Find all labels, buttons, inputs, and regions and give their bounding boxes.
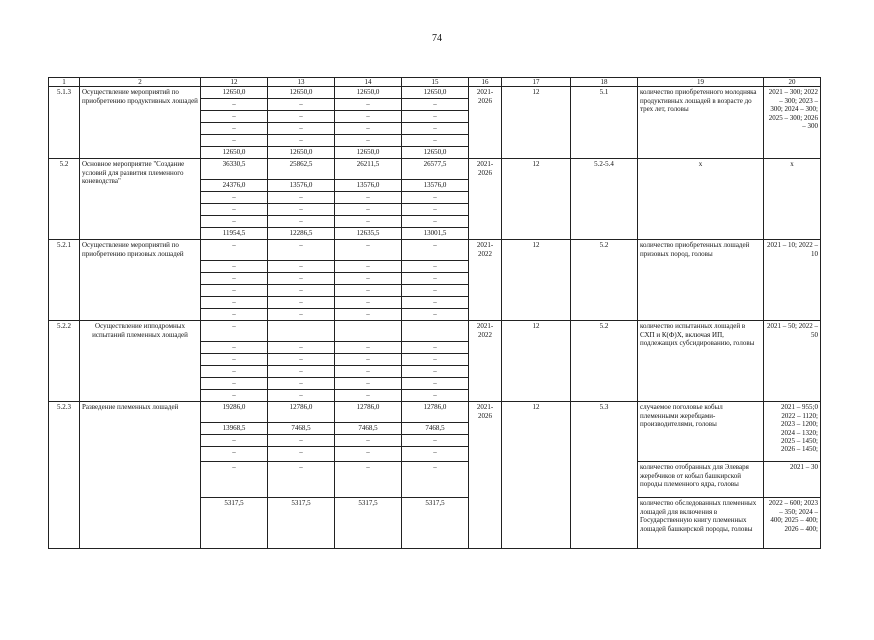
row-col17: 12 xyxy=(502,240,571,321)
fin-cell: – xyxy=(402,273,469,285)
fin-cell: – xyxy=(335,342,402,354)
fin-cell: – xyxy=(201,99,268,111)
page-number: 74 xyxy=(432,33,442,44)
fin-cell: – xyxy=(268,366,335,378)
fin-cell: – xyxy=(201,123,268,135)
row-target: 2021 – 955;0 2022 – 1120; 2023 – 1200; 2024 – 1320; 2025 – 1450; 2026 – 1450; xyxy=(764,402,821,462)
fin-cell: – xyxy=(201,378,268,390)
fin-cell: 12650,0 xyxy=(201,147,268,159)
fin-cell: 12650,0 xyxy=(335,87,402,99)
fin-cell: – xyxy=(268,342,335,354)
fin-cell: – xyxy=(268,309,335,321)
fin-cell: – xyxy=(268,447,335,462)
fin-cell: 13576,0 xyxy=(335,180,402,192)
fin-cell: 5317,5 xyxy=(402,498,469,549)
fin-cell: 13968,5 xyxy=(201,423,268,435)
fin-cell: – xyxy=(402,216,469,228)
table-row xyxy=(49,321,821,342)
fin-cell: 13001,5 xyxy=(402,228,469,240)
fin-cell: – xyxy=(402,342,469,354)
fin-cell: – xyxy=(335,354,402,366)
row-target: 2022 – 600; 2023 – 350; 2024 – 400; 2025 – 400; 2026 – 400; xyxy=(764,498,821,549)
fin-cell: – xyxy=(335,216,402,228)
fin-cell: – xyxy=(201,321,268,342)
row-period: 2021-2026 xyxy=(469,159,502,240)
fin-cell: – xyxy=(402,240,469,261)
fin-cell: – xyxy=(268,99,335,111)
fin-cell: – xyxy=(402,123,469,135)
fin-cell: – xyxy=(402,354,469,366)
fin-cell: 5317,5 xyxy=(268,498,335,549)
fin-cell: – xyxy=(268,297,335,309)
fin-cell: – xyxy=(201,342,268,354)
fin-cell: – xyxy=(335,111,402,123)
fin-cell: – xyxy=(335,435,402,447)
fin-cell: – xyxy=(402,390,469,402)
fin-cell: – xyxy=(201,261,268,273)
fin-cell: – xyxy=(402,297,469,309)
fin-cell: – xyxy=(335,273,402,285)
row-col17: 12 xyxy=(502,87,571,159)
fin-cell: – xyxy=(268,285,335,297)
row-code: 5.2 xyxy=(49,159,80,240)
fin-cell: – xyxy=(402,462,469,498)
fin-cell: 7468,5 xyxy=(268,423,335,435)
fin-cell: – xyxy=(201,462,268,498)
fin-cell: 12786,0 xyxy=(335,402,402,423)
fin-cell: 19286,0 xyxy=(201,402,268,423)
fin-cell: – xyxy=(402,309,469,321)
row-col17: 12 xyxy=(502,159,571,240)
row-indicator: количество отобранных для Элеваря жеребчиков от кобыл башкирской породы племенного ядра, головы xyxy=(638,462,764,498)
row-col17: 12 xyxy=(502,402,571,549)
fin-cell xyxy=(402,321,469,342)
fin-cell: – xyxy=(402,447,469,462)
fin-cell: – xyxy=(335,261,402,273)
fin-cell: 7468,5 xyxy=(402,423,469,435)
fin-cell: – xyxy=(201,435,268,447)
row-indicator: случаемое поголовье кобыл племенными жеребцами-производителями, головы xyxy=(638,402,764,462)
col-header: 20 xyxy=(764,78,821,87)
fin-cell: – xyxy=(201,366,268,378)
fin-cell: – xyxy=(335,297,402,309)
fin-cell: 7468,5 xyxy=(335,423,402,435)
fin-cell: – xyxy=(402,135,469,147)
row-col18: 5.2-5.4 xyxy=(571,159,638,240)
fin-cell: 12650,0 xyxy=(402,87,469,99)
fin-cell: – xyxy=(335,135,402,147)
fin-cell: – xyxy=(201,240,268,261)
fin-cell: 25862,5 xyxy=(268,159,335,180)
fin-cell xyxy=(335,321,402,342)
fin-cell: – xyxy=(335,240,402,261)
row-code: 5.1.3 xyxy=(49,87,80,159)
fin-cell: – xyxy=(201,111,268,123)
fin-cell: – xyxy=(402,99,469,111)
fin-cell: 11954,5 xyxy=(201,228,268,240)
fin-cell: 12650,0 xyxy=(268,87,335,99)
fin-cell: 5317,5 xyxy=(201,498,268,549)
row-name: Осуществление мероприятий по приобретению призовых лошадей xyxy=(80,240,201,321)
row-target: 2021 – 300; 2022 – 300; 2023 – 300; 2024 – 300; 2025 – 300; 2026 – 300 xyxy=(764,87,821,159)
fin-cell: – xyxy=(335,462,402,498)
fin-cell: – xyxy=(268,216,335,228)
fin-cell: – xyxy=(402,378,469,390)
fin-cell: – xyxy=(335,204,402,216)
row-col17: 12 xyxy=(502,321,571,402)
col-header: 2 xyxy=(80,78,201,87)
fin-cell: – xyxy=(201,192,268,204)
col-header: 17 xyxy=(502,78,571,87)
program-table xyxy=(48,77,821,549)
fin-cell: – xyxy=(335,99,402,111)
fin-cell: – xyxy=(335,378,402,390)
row-indicator: количество испытанных лошадей в СХП и К(Ф)Х, включая ИП, подлежащих субсидированию, головы xyxy=(638,321,764,402)
fin-cell: – xyxy=(402,192,469,204)
col-header: 1 xyxy=(49,78,80,87)
fin-cell: – xyxy=(268,462,335,498)
fin-cell: – xyxy=(335,192,402,204)
col-header: 18 xyxy=(571,78,638,87)
row-indicator: количество приобретенного молодняка продуктивных лошадей в возрасте до трех лет, головы xyxy=(638,87,764,159)
row-indicator: х xyxy=(638,159,764,240)
row-target: 2021 – 50; 2022 – 50 xyxy=(764,321,821,402)
fin-cell: – xyxy=(268,123,335,135)
fin-cell: – xyxy=(201,309,268,321)
fin-cell: – xyxy=(268,240,335,261)
fin-cell: 26211,5 xyxy=(335,159,402,180)
row-target: 2021 – 30 xyxy=(764,462,821,498)
col-header: 12 xyxy=(201,78,268,87)
fin-cell: 5317,5 xyxy=(335,498,402,549)
fin-cell: – xyxy=(268,135,335,147)
table-row xyxy=(49,87,821,99)
fin-cell: – xyxy=(268,111,335,123)
row-name: Основное мероприятие "Создание условий для развития племенного коневодства" xyxy=(80,159,201,240)
row-name: Разведение племенных лошадей xyxy=(80,402,201,549)
row-col18: 5.3 xyxy=(571,402,638,549)
fin-cell: – xyxy=(402,285,469,297)
header-row xyxy=(49,78,821,87)
fin-cell: 13576,0 xyxy=(268,180,335,192)
fin-cell: 12650,0 xyxy=(335,147,402,159)
table-row xyxy=(49,402,821,423)
col-header: 14 xyxy=(335,78,402,87)
fin-cell: – xyxy=(201,297,268,309)
fin-cell: – xyxy=(201,354,268,366)
row-period: 2021-2026 xyxy=(469,87,502,159)
fin-cell: – xyxy=(402,435,469,447)
fin-cell: – xyxy=(268,378,335,390)
fin-cell: 12650,0 xyxy=(201,87,268,99)
fin-cell: – xyxy=(335,447,402,462)
fin-cell: – xyxy=(402,111,469,123)
row-code: 5.2.2 xyxy=(49,321,80,402)
row-indicator: количество обследованных племенных лошадей для включения в Государственную книгу племенных лошадей башкирской породы, головы xyxy=(638,498,764,549)
fin-cell: – xyxy=(402,204,469,216)
col-header: 19 xyxy=(638,78,764,87)
fin-cell: – xyxy=(268,390,335,402)
fin-cell: – xyxy=(268,261,335,273)
row-col18: 5.2 xyxy=(571,321,638,402)
fin-cell: 12650,0 xyxy=(402,147,469,159)
fin-cell: – xyxy=(402,261,469,273)
fin-cell: – xyxy=(268,354,335,366)
col-header: 15 xyxy=(402,78,469,87)
fin-cell: – xyxy=(201,390,268,402)
col-header: 16 xyxy=(469,78,502,87)
fin-cell: 12286,5 xyxy=(268,228,335,240)
fin-cell: – xyxy=(268,273,335,285)
fin-cell: 13576,0 xyxy=(402,180,469,192)
fin-cell: – xyxy=(268,435,335,447)
fin-cell: 12650,0 xyxy=(268,147,335,159)
row-target: х xyxy=(764,159,821,240)
fin-cell: 24376,0 xyxy=(201,180,268,192)
fin-cell: – xyxy=(335,123,402,135)
fin-cell: 12786,0 xyxy=(268,402,335,423)
col-header: 13 xyxy=(268,78,335,87)
row-indicator: количество приобретенных лошадей призовых пород, головы xyxy=(638,240,764,321)
row-code: 5.2.3 xyxy=(49,402,80,549)
fin-cell: – xyxy=(268,192,335,204)
row-col18: 5.2 xyxy=(571,240,638,321)
fin-cell: 12635,5 xyxy=(335,228,402,240)
row-col18: 5.1 xyxy=(571,87,638,159)
fin-cell: – xyxy=(335,285,402,297)
fin-cell: – xyxy=(402,366,469,378)
table-row xyxy=(49,240,821,261)
table-row xyxy=(49,159,821,180)
row-period: 2021-2022 xyxy=(469,240,502,321)
row-period: 2021-2022 xyxy=(469,321,502,402)
fin-cell: – xyxy=(268,204,335,216)
fin-cell: – xyxy=(201,135,268,147)
row-code: 5.2.1 xyxy=(49,240,80,321)
row-period: 2021-2026 xyxy=(469,402,502,549)
fin-cell: – xyxy=(201,204,268,216)
row-name: Осуществление ипподромных испытаний племенных лошадей xyxy=(80,321,201,402)
fin-cell: – xyxy=(335,309,402,321)
fin-cell: – xyxy=(201,285,268,297)
row-target: 2021 – 10; 2022 – 10 xyxy=(764,240,821,321)
fin-cell: – xyxy=(201,273,268,285)
fin-cell xyxy=(268,321,335,342)
fin-cell: 36330,5 xyxy=(201,159,268,180)
fin-cell: 12786,0 xyxy=(402,402,469,423)
fin-cell: – xyxy=(335,366,402,378)
fin-cell: – xyxy=(201,447,268,462)
fin-cell: – xyxy=(201,216,268,228)
row-name: Осуществление мероприятий по приобретению продуктивных лошадей xyxy=(80,87,201,159)
fin-cell: 26577,5 xyxy=(402,159,469,180)
fin-cell: – xyxy=(335,390,402,402)
